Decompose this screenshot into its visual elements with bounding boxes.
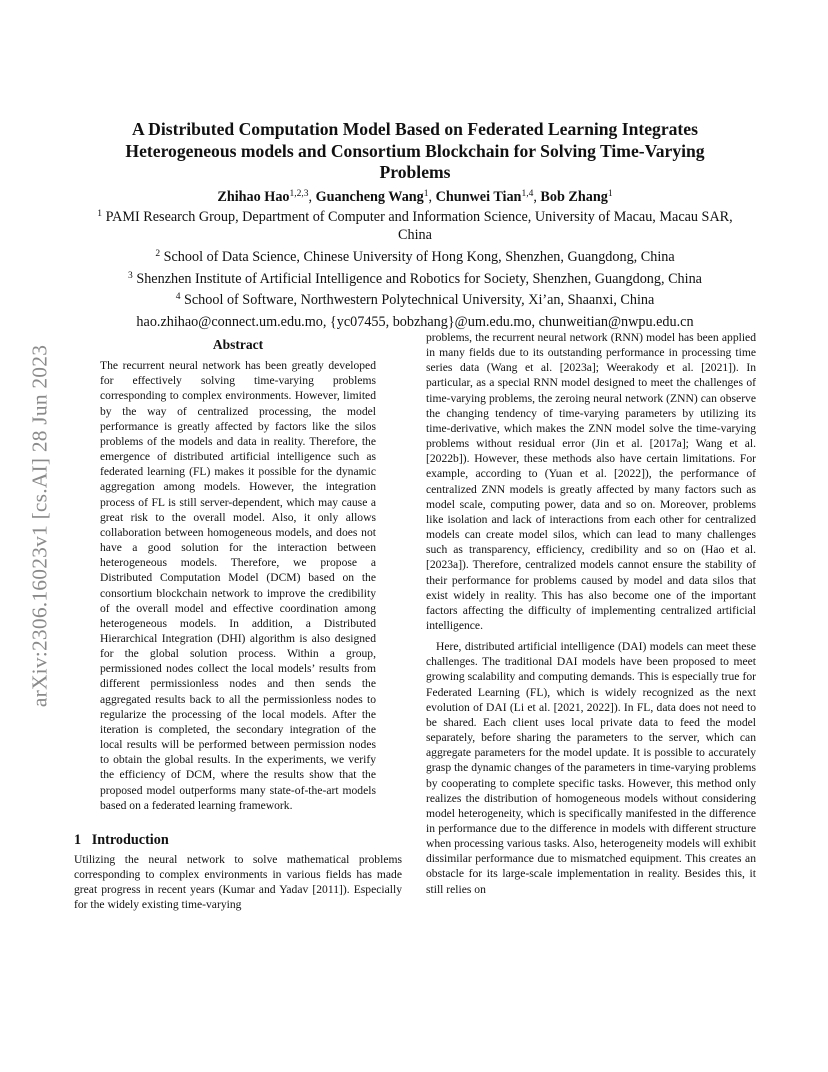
section-number: 1 <box>74 831 82 848</box>
author-1 <box>217 189 315 205</box>
author-separator: , <box>533 189 541 205</box>
affiliation-sup: 2 <box>155 249 161 259</box>
author-separator: , <box>428 189 436 205</box>
affiliation-text: School of Software, Northwestern Polytechnical University, Xi’an, Shaanxi, China <box>183 292 655 308</box>
paper-title: A Distributed Computation Model Based on Federated Learning Integrates Heterogeneous models and Consortium Blockchain for Solving Time-Varying Problems <box>125 119 705 182</box>
affiliation-2 <box>80 248 750 266</box>
author-name: Bob Zhang <box>540 189 608 205</box>
arxiv-stamp-text: arXiv:2306.16023v1 [cs.AI] 28 Jun 2023 <box>27 344 52 708</box>
intro-paragraph-2: Here, distributed artificial intelligence (DAI) models can meet these challenges. The traditional DAI models have been proposed to meet growing scalability and computing demands. This is especially true for Federated Learning (FL), which is widely recognized as the next evolution of DAI (Li et al. [2021, 2022]). In FL, data does not need to be shared. Each client uses local private data to feed the model separately, before sharing the parameters to the server, which can aggregate parameters for the model update. It is possible to accurately grasp the dynamic changes of the parameters in time-varying problems by cooperating to complete specific tasks. However, this method only realizes the distribution of homogeneous models without considering model heterogeneity, which is specifically manifested in the difference in performance due to the difference in models with different structure when processing various tasks. Also, heterogeneity models will exhibit dissimilar performance due to mismatched equipment. This creates an obstacle for its large-scale implementation in reality. Besides this, it still relies on <box>426 640 756 896</box>
affiliation-text: PAMI Research Group, Department of Computer and Information Science, University of Macau, Macau SAR, China <box>105 209 733 243</box>
affiliation-sup: 1 <box>97 209 103 219</box>
abstract-text: The recurrent neural network has been greatly developed for effectively solving time-varying problems corresponding to complex environments. However, limited by the way of centralized processing, the model performance is greatly affected by factors like the silos problems of the models and data in reality. Therefore, the emergence of distributed artificial intelligence such as federated learning (FL) makes it possible for the dynamic aggregation among models. However, the integration process of FL is still server-dependent, which may cause a great risk to the overall model. Also, it only allows collaboration between homogeneous models, and does not have a good solution for the interaction between heterogeneous models. Therefore, we propose a Distributed Computation Model (DCM) based on the consortium blockchain network to improve the credibility of the overall model and effective coordination among heterogeneous models. In addition, a Distributed Hierarchical Integration (DHI) algorithm is also designed for the global solution process. Within a group, permissioned nodes collect the local models’ results from different permissionless nodes and then sends the aggregated results back to all the permissionless nodes to regularize the processing of the local models. After the iteration is completed, the secondary integration of the local results will be performed between permission nodes to obtain the global results. In the experiments, we verify the efficiency of DCM, where the results show that the proposed model outperforms many state-of-the-art models based on a federated learning framework. <box>100 359 376 812</box>
author-list <box>80 188 750 206</box>
arxiv-sidebar-stamp <box>20 296 60 756</box>
affiliation-4 <box>80 291 750 309</box>
right-column <box>426 330 756 897</box>
author-affil-sup: 1,2,3 <box>289 189 309 199</box>
intro-paragraph-1: Utilizing the neural network to solve mathematical problems corresponding to complex environments in various fields has made great progress in recent years (Kumar and Yadav [2011]). Especially for the widely existing time-varying <box>74 853 402 912</box>
author-affil-sup: 1 <box>423 189 429 199</box>
section-heading-introduction <box>74 833 402 848</box>
left-column <box>74 337 402 913</box>
affiliation-1 <box>80 208 750 244</box>
section-title: Introduction <box>91 831 169 848</box>
email-list: hao.zhihao@connect.um.edu.mo, {yc07455, bobzhang}@um.edu.mo, chunweitian@nwpu.edu.cn <box>136 313 694 330</box>
abstract-heading: Abstract <box>212 337 264 352</box>
intro-paragraph-1-cont: problems, the recurrent neural network (RNN) model has been applied in many fields due to its outstanding performance in processing time series data (Wang et al. [2023a]; Weerakody et al. [2021]). In particular, as a special RNN model designed to meet the challenges of time-varying problems, the zeroing neural network (ZNN) can observe the changing tendency of time-varying parameters by utilizing its time-derivative, which makes the ZNN model solve the time-varying problems without residual error (Jin et al. [2017a]; Wang et al. [2022b]). However, these methods also have certain limitations. For example, according to (Yuan et al. [2022]), the performance of centralized ZNN models is greatly affected by many factors such as model scale, computing power, data and so on. Moreover, problems like isolation and lack of interactions from each other for centralized models can create model silos, which can lead to many challenges such as transparency, efficiency, credibility and so on (Hao et al. [2023a]). Therefore, centralized models cannot ensure the stability of their performance for problems caused by model and data silos that exist widely in reality. This has also become one of the important factors affecting the difficulty of implementing centralized artificial intelligence. <box>426 331 756 632</box>
affiliation-text: School of Data Science, Chinese University of Hong Kong, Shenzhen, Guangdong, China <box>163 249 675 265</box>
affiliation-sup: 4 <box>175 292 181 302</box>
author-name: Chunwei Tian <box>435 189 522 205</box>
author-separator: , <box>308 189 316 205</box>
author-4 <box>540 189 612 205</box>
author-affil-sup: 1 <box>607 189 613 199</box>
author-affil-sup: 1,4 <box>521 189 534 199</box>
author-name: Guancheng Wang <box>315 189 424 205</box>
affiliation-list <box>80 208 750 331</box>
author-name: Zhihao Hao <box>217 189 290 205</box>
affiliation-text: Shenzhen Institute of Artificial Intelligence and Robotics for Society, Shenzhen, Guangdong, China <box>136 270 702 287</box>
author-3 <box>436 189 541 205</box>
affiliation-3 <box>80 270 750 288</box>
author-2 <box>316 189 436 205</box>
affiliation-sup: 3 <box>128 270 133 281</box>
